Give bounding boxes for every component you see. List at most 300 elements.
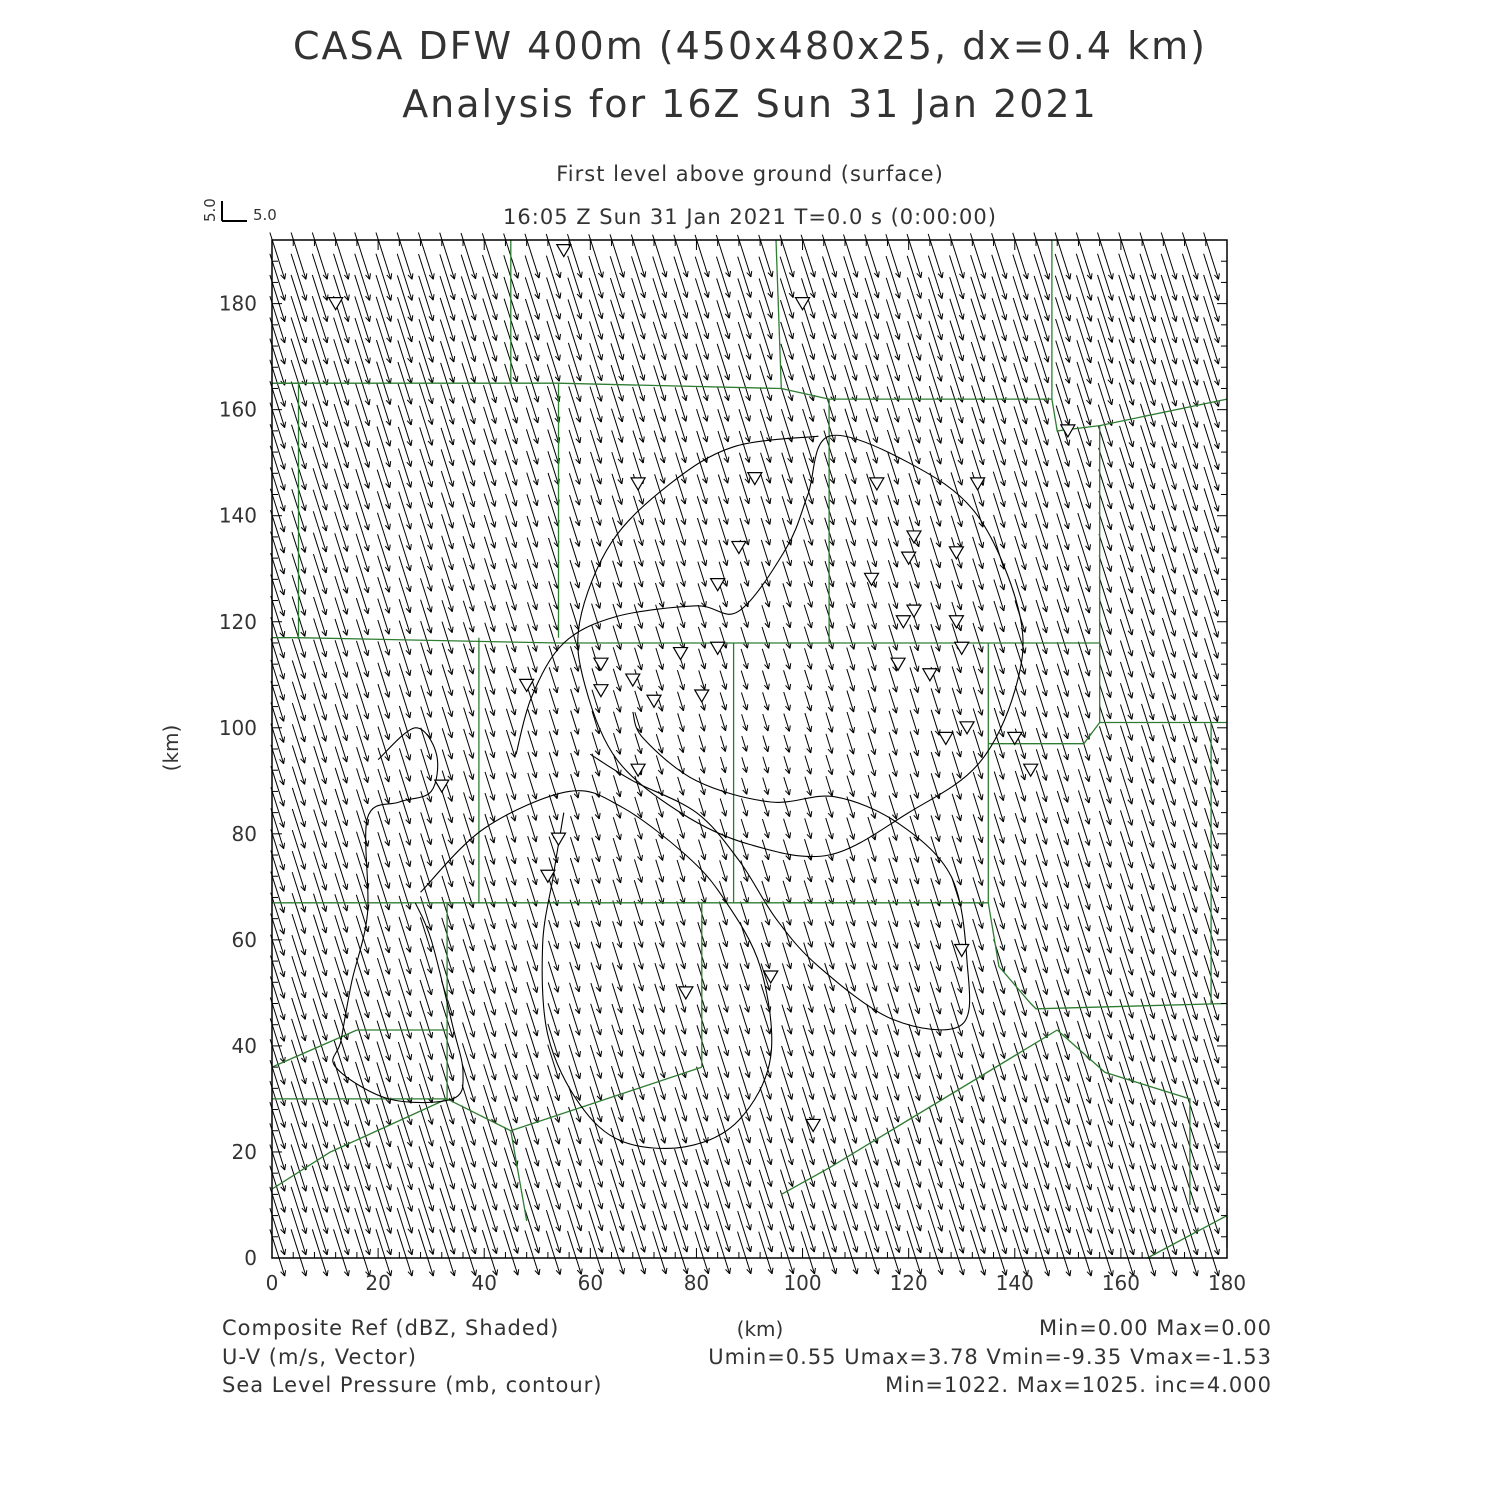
wind-vector — [314, 725, 327, 763]
wind-vector — [781, 1128, 793, 1164]
wind-vector — [1078, 833, 1090, 867]
wind-vector — [592, 754, 600, 777]
wind-vector — [910, 753, 919, 777]
wind-vector — [1056, 1042, 1069, 1081]
wind-vector — [1120, 1041, 1134, 1083]
wind-vector — [908, 408, 920, 443]
wind-vector — [462, 385, 475, 424]
wind-vector — [889, 732, 897, 755]
wind-vector — [717, 1149, 730, 1186]
wind-vector — [889, 711, 897, 734]
wind-vector — [525, 1231, 540, 1275]
wind-vector — [568, 1231, 583, 1275]
wind-vector — [678, 692, 685, 711]
wind-vector — [1077, 1104, 1091, 1147]
wind-vector — [462, 428, 475, 465]
wind-vector — [335, 490, 349, 530]
wind-vector — [1035, 341, 1049, 383]
wind-vector — [419, 1167, 434, 1211]
wind-vector — [527, 1024, 539, 1058]
wind-vector — [1163, 767, 1176, 805]
wind-vector — [783, 605, 791, 628]
wind-vector — [568, 278, 582, 319]
y-tick-label: 60 — [231, 927, 257, 952]
wind-vector — [378, 577, 390, 613]
wind-vector — [1057, 980, 1070, 1017]
wind-vector — [759, 1232, 773, 1274]
wind-vector — [610, 234, 624, 277]
wind-vector — [784, 777, 790, 795]
wind-vector — [271, 914, 285, 956]
wind-vector — [462, 320, 476, 362]
wind-vector — [717, 1170, 730, 1209]
wind-vector — [656, 755, 663, 774]
wind-vector — [783, 627, 791, 649]
wind-vector — [741, 881, 749, 903]
wind-vector — [677, 839, 684, 860]
wind-vector — [376, 1125, 391, 1169]
wind-vector — [398, 427, 411, 467]
wind-vector — [826, 776, 833, 796]
wind-vector — [1141, 511, 1155, 551]
wind-vector — [656, 648, 664, 670]
wind-vector — [356, 598, 368, 635]
wind-vector — [1162, 618, 1175, 657]
wind-vector — [805, 798, 812, 817]
wind-vector — [334, 1082, 349, 1126]
wind-vector — [950, 321, 964, 361]
wind-vector — [1162, 893, 1176, 933]
wind-vector — [527, 451, 539, 485]
wind-vector — [335, 957, 348, 997]
wind-vector — [972, 981, 983, 1014]
wind-vector — [1204, 574, 1218, 616]
wind-vector — [292, 851, 305, 891]
wind-vector — [571, 732, 579, 756]
wind-vector — [1078, 491, 1091, 529]
wind-vector — [633, 409, 644, 443]
wind-vector — [378, 790, 390, 824]
wind-vector — [1036, 959, 1048, 994]
wind-vector — [781, 387, 793, 421]
wind-vector — [951, 407, 963, 443]
wind-vector — [504, 1189, 518, 1232]
footer-pressure-name: Sea Level Pressure (mb, contour) — [222, 1373, 603, 1397]
wind-vector — [271, 639, 285, 680]
wind-vector — [1099, 641, 1111, 676]
wind-vector — [1141, 789, 1154, 826]
wind-vector — [826, 691, 833, 711]
wind-vector — [1078, 811, 1090, 845]
wind-vector — [1120, 915, 1133, 953]
wind-vector — [950, 299, 964, 340]
wind-vector — [1057, 959, 1069, 995]
wind-vector — [1120, 555, 1133, 593]
wind-vector — [440, 1147, 454, 1190]
wind-vector — [589, 300, 603, 340]
wind-vector — [1078, 896, 1090, 932]
wind-vector — [716, 1232, 730, 1274]
wind-vector — [889, 689, 897, 713]
wind-vector — [571, 816, 580, 841]
station-marker — [594, 658, 608, 670]
wind-vector — [823, 1190, 837, 1230]
wind-vector — [505, 1002, 517, 1036]
wind-vector — [801, 1232, 815, 1274]
wind-vector — [271, 766, 285, 806]
wind-vector — [698, 627, 706, 648]
wind-vector — [993, 472, 1005, 507]
wind-vector — [335, 747, 347, 784]
wind-vector — [1141, 1061, 1156, 1105]
wind-vector — [929, 321, 943, 361]
wind-vector — [398, 405, 412, 445]
wind-vector — [1035, 319, 1049, 362]
wind-vector — [653, 1211, 667, 1252]
wind-vector — [720, 798, 726, 816]
wind-vector — [699, 735, 705, 752]
wind-vector — [483, 1168, 497, 1210]
wind-vector — [590, 343, 603, 381]
wind-vector — [1141, 661, 1154, 698]
wind-vector — [1078, 599, 1090, 634]
wind-vector — [1077, 362, 1091, 405]
wind-vector — [822, 235, 836, 278]
wind-vector — [846, 880, 855, 904]
wind-vector — [719, 584, 727, 607]
wind-vector — [783, 881, 791, 904]
wind-vector — [865, 1190, 879, 1231]
wind-vector — [483, 1147, 497, 1188]
wind-vector — [1099, 684, 1111, 719]
wind-vector — [1013, 320, 1027, 362]
wind-vector — [1078, 706, 1090, 740]
y-tick-label: 160 — [218, 397, 257, 422]
wind-vector — [547, 1127, 560, 1166]
station-marker — [960, 722, 974, 734]
wind-vector — [1120, 619, 1133, 656]
wind-vector — [335, 704, 347, 741]
wind-vector — [1183, 956, 1197, 998]
x-axis-label: (km) — [736, 1317, 784, 1341]
wind-vector — [589, 234, 604, 277]
wind-vector — [420, 938, 432, 973]
wind-vector — [951, 429, 963, 464]
wind-vector — [568, 1169, 582, 1209]
wind-vector — [993, 493, 1005, 527]
wind-vector — [1014, 363, 1028, 403]
wind-vector — [632, 278, 646, 318]
wind-vector — [826, 648, 834, 670]
wind-vector — [589, 1210, 603, 1252]
wind-vector — [634, 901, 643, 926]
wind-vector — [1204, 531, 1218, 574]
wind-vector — [484, 1064, 497, 1101]
wind-vector — [505, 1023, 517, 1058]
wind-vector — [1078, 513, 1091, 550]
wind-vector — [675, 1149, 688, 1187]
wind-vector — [847, 626, 855, 650]
wind-vector — [292, 914, 306, 955]
wind-vector — [719, 922, 728, 947]
wind-vector — [571, 795, 579, 819]
wind-vector — [419, 1126, 433, 1168]
wind-vector — [632, 1149, 645, 1187]
wind-vector — [950, 277, 964, 319]
wind-vector — [548, 451, 559, 484]
wind-vector — [699, 649, 706, 669]
wind-vector — [907, 1210, 921, 1253]
wind-vector — [613, 775, 621, 797]
wind-vector — [271, 829, 285, 870]
wind-vector — [1184, 809, 1197, 849]
wind-vector — [1056, 1021, 1069, 1059]
wind-vector — [568, 1128, 581, 1166]
wind-vector — [826, 818, 833, 839]
wind-vector — [1078, 535, 1090, 572]
wind-vector — [1098, 1041, 1112, 1082]
wind-vector — [335, 915, 348, 954]
wind-vector — [653, 235, 667, 277]
wind-vector — [909, 430, 921, 464]
wind-vector — [1162, 597, 1175, 636]
wind-vector — [847, 669, 855, 691]
wind-vector — [887, 1148, 900, 1187]
wind-vector — [633, 1087, 645, 1122]
wind-vector — [1014, 1064, 1027, 1102]
wind-vector — [569, 408, 581, 443]
wind-vector — [1120, 662, 1132, 698]
wind-vector — [929, 1107, 942, 1145]
wind-vector — [568, 256, 582, 298]
wind-vector — [420, 535, 432, 570]
wind-vector — [762, 605, 770, 627]
wind-vector — [335, 789, 348, 826]
footer-pressure-stats: Min=1022. Max=1025. inc=4.000 — [885, 1373, 1272, 1397]
wind-vector — [440, 319, 454, 362]
wind-vector — [292, 893, 306, 933]
wind-vector — [568, 343, 581, 381]
wind-vector — [760, 344, 772, 380]
wind-vector — [1078, 854, 1090, 889]
wind-vector — [442, 536, 454, 570]
wind-vector — [1099, 748, 1111, 783]
wind-vector — [592, 732, 600, 755]
wind-vector — [292, 639, 305, 678]
wind-vector — [950, 1210, 965, 1254]
wind-vector — [334, 999, 348, 1040]
wind-vector — [763, 692, 769, 710]
wind-vector — [1205, 660, 1219, 701]
wind-vector — [314, 640, 327, 678]
wind-vector — [420, 1022, 433, 1060]
wind-vector — [780, 235, 794, 277]
wind-vector — [695, 1232, 709, 1274]
wind-vector — [993, 1023, 1005, 1059]
wind-vector — [826, 755, 833, 775]
wind-vector — [420, 1063, 433, 1103]
wind-vector — [865, 1231, 880, 1274]
wind-vector — [1120, 426, 1134, 468]
wind-vector — [654, 387, 666, 421]
wind-vector — [844, 1128, 857, 1165]
wind-vector — [314, 661, 327, 699]
wind-vector — [992, 1126, 1006, 1167]
wind-vector — [1204, 596, 1218, 638]
wind-vector — [1036, 938, 1048, 973]
station-marker — [631, 764, 645, 776]
wind-vector — [741, 692, 747, 710]
wind-vector — [720, 714, 726, 731]
wind-vector — [378, 748, 390, 782]
wind-vector — [335, 619, 348, 656]
wind-vector — [889, 796, 897, 820]
wind-vector — [548, 430, 560, 464]
wind-vector — [993, 1002, 1005, 1037]
wind-vector — [1120, 683, 1132, 719]
wind-vector — [482, 1209, 497, 1253]
wind-vector — [653, 278, 667, 318]
wind-vector — [1077, 405, 1091, 446]
station-marker — [520, 679, 534, 691]
wind-vector — [1078, 748, 1090, 782]
wind-vector — [801, 257, 815, 298]
wind-vector — [928, 1231, 943, 1275]
wind-vector — [780, 257, 794, 298]
wind-vector — [822, 1231, 836, 1274]
wind-vector — [721, 736, 727, 752]
wind-vector — [335, 576, 348, 614]
wind-vector — [805, 692, 812, 711]
wind-vector — [610, 1190, 624, 1231]
wind-vector — [357, 726, 369, 761]
wind-vector — [1056, 449, 1069, 487]
wind-vector — [1184, 681, 1197, 721]
wind-vector — [462, 1126, 476, 1167]
wind-vector — [866, 1128, 879, 1165]
wind-vector — [590, 430, 601, 463]
wind-vector — [463, 960, 475, 994]
wind-vector — [355, 1083, 369, 1126]
wind-vector — [635, 691, 642, 712]
wind-vector — [1162, 575, 1176, 615]
wind-vector — [1057, 621, 1068, 655]
wind-vector — [929, 1169, 943, 1210]
x-tick-label: 80 — [683, 1271, 710, 1295]
wind-vector — [441, 428, 454, 466]
wind-vector — [1142, 725, 1155, 762]
wind-vector — [847, 733, 854, 754]
wind-vector — [462, 407, 475, 445]
wind-vector — [335, 768, 347, 805]
wind-vector — [971, 1168, 985, 1210]
wind-vector — [908, 365, 921, 402]
wind-vector — [847, 712, 854, 733]
wind-vector — [677, 583, 685, 607]
wind-vector — [484, 493, 496, 527]
wind-vector — [377, 470, 390, 509]
wind-vector — [695, 278, 708, 318]
wind-vector — [377, 979, 390, 1017]
wind-vector — [547, 321, 560, 361]
wind-vector — [783, 839, 790, 860]
wind-vector — [399, 1000, 412, 1038]
wind-vector — [971, 342, 985, 382]
wind-vector — [741, 902, 749, 925]
station-marker — [949, 547, 963, 559]
wind-vector — [1120, 789, 1132, 825]
wind-vector — [930, 429, 942, 464]
wind-vector — [377, 427, 391, 468]
wind-vector — [1013, 1167, 1028, 1210]
wind-vector — [1098, 1104, 1113, 1147]
wind-vector — [292, 767, 305, 806]
wind-vector — [1141, 619, 1154, 657]
station-marker — [695, 690, 709, 702]
wind-vector — [699, 777, 705, 794]
wind-vector — [1162, 446, 1177, 489]
wind-vector — [971, 1189, 986, 1232]
wind-vector — [463, 471, 475, 507]
wind-vector — [610, 1231, 624, 1274]
wind-vector — [461, 1188, 476, 1232]
wind-vector — [421, 875, 432, 908]
wind-vector — [1078, 979, 1091, 1017]
station-marker — [891, 658, 905, 670]
wind-vector — [1119, 1103, 1134, 1147]
wind-vector — [695, 235, 709, 277]
wind-vector — [718, 387, 730, 421]
wind-vector — [908, 1065, 920, 1100]
wind-vector — [378, 599, 390, 635]
station-marker — [870, 478, 884, 490]
wind-vector — [505, 386, 518, 424]
wind-vector — [720, 692, 726, 710]
wind-vector — [633, 1066, 644, 1100]
wind-vector — [335, 936, 348, 975]
wind-vector — [611, 365, 623, 401]
wind-vector — [1077, 1125, 1092, 1168]
wind-vector — [1078, 790, 1090, 824]
wind-vector — [505, 1085, 518, 1123]
wind-vector — [738, 1129, 750, 1165]
wind-vector — [950, 364, 963, 402]
x-tick-label: 0 — [265, 1271, 279, 1295]
y-tick-label: 100 — [218, 715, 257, 740]
wind-vector — [1099, 874, 1111, 910]
wind-vector — [677, 605, 685, 628]
wind-vector — [784, 714, 790, 732]
wind-vector — [292, 872, 306, 912]
wind-vector — [1162, 851, 1175, 890]
wind-vector — [271, 851, 285, 892]
wind-vector — [1162, 1040, 1177, 1084]
wind-vector — [738, 344, 750, 380]
wind-vector — [675, 365, 687, 400]
wind-vector — [505, 429, 517, 465]
x-tick-label: 20 — [365, 1271, 391, 1295]
wind-vector — [993, 385, 1006, 424]
wind-vector — [1098, 1125, 1113, 1169]
wind-vector — [1014, 1126, 1028, 1167]
x-tick-label: 180 — [1207, 1271, 1247, 1295]
wind-vector — [1183, 977, 1197, 1020]
wind-vector — [1015, 493, 1027, 528]
wind-vector — [1056, 362, 1070, 404]
wind-vector — [868, 711, 876, 733]
wind-vector — [716, 1211, 730, 1252]
wind-vector — [613, 817, 621, 840]
